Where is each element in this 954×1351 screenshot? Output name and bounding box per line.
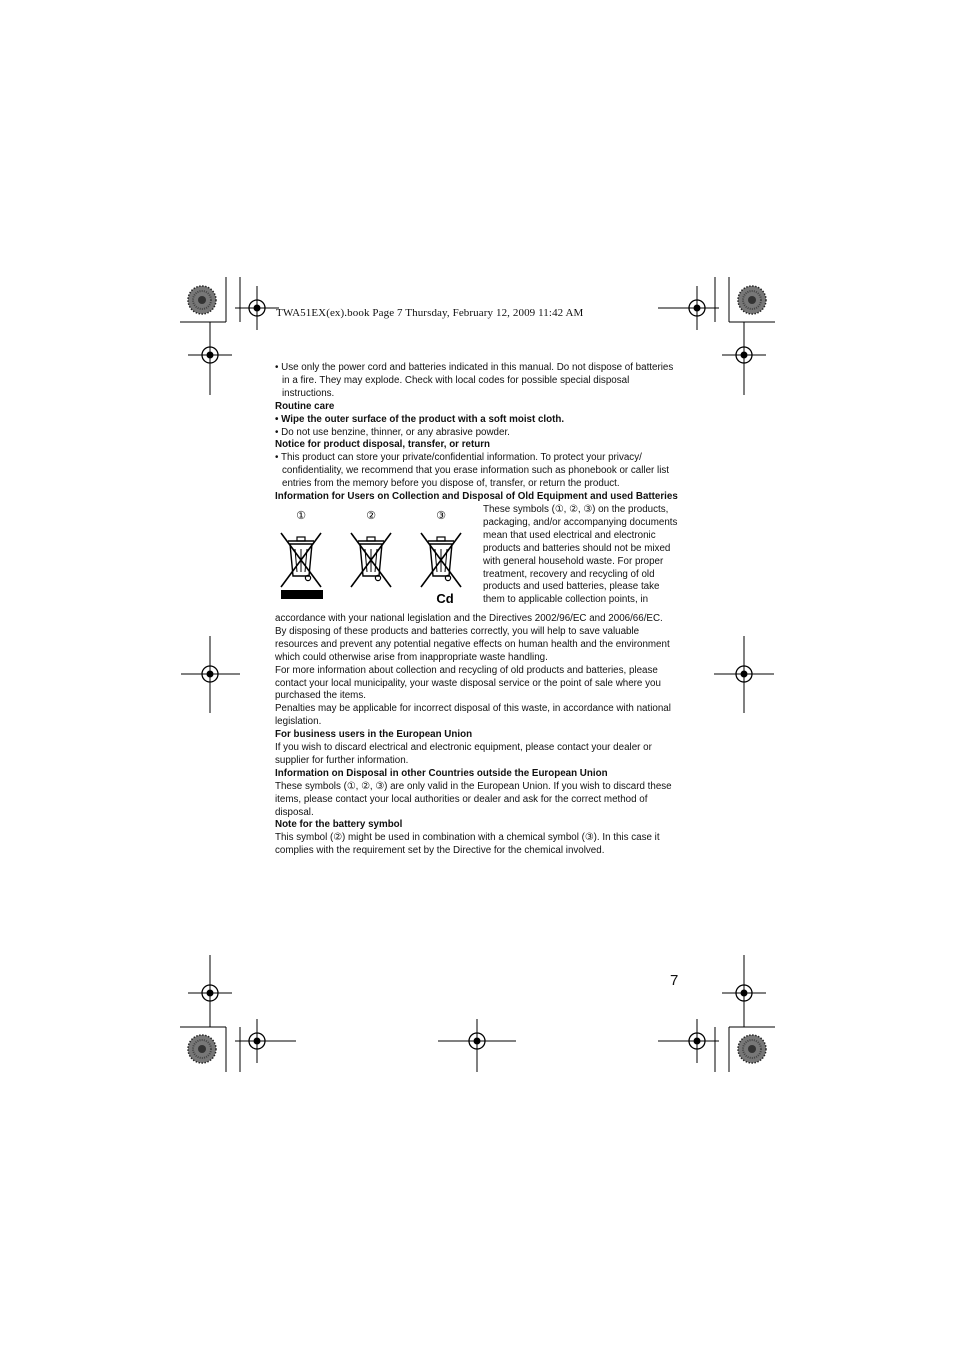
page-number: 7 bbox=[670, 972, 679, 989]
para-more-information: For more information about collection and recycling of old products and batteries, please contact your local municipality, your waste disposal service or the point of sale where you purchased the items. bbox=[275, 664, 661, 702]
para-penalties: Penalties may be applicable for incorrect disposal of this waste, in accordance with national legislation. bbox=[275, 703, 671, 728]
power-cord-warning: • Use only the power cord and batteries indicated in this manual. Do not dispose of batteries in a fire. They may explode. Check with local codes for possible special disposal instructions. bbox=[275, 362, 674, 399]
symbol-label-3: ③ bbox=[436, 508, 446, 522]
notice-heading: Notice for product disposal, transfer, or return bbox=[275, 439, 491, 451]
crop-mark-bottom-left bbox=[180, 955, 296, 1072]
symbols-description: These symbols (①, ②, ③) on the products, packaging, and/or accompanying documents mean that used electrical and electronic products and batteries should not be mixed with general household waste. For proper treatment, recovery and recycling of old products and used batteries, please take them to applicable collection points, in bbox=[483, 503, 678, 606]
print-header: TWA51EX(ex).book Page 7 Thursday, February 12, 2009 11:42 AM bbox=[276, 307, 584, 319]
battery-symbol-heading: Note for the battery symbol bbox=[275, 819, 403, 831]
disposal-symbols-block bbox=[275, 504, 679, 613]
info-disposal-heading: Information for Users on Collection and Disposal of Old Equipment and used Batteries bbox=[275, 491, 678, 503]
routine-care-bullet-wipe: • Wipe the outer surface of the product with a soft moist cloth. bbox=[275, 413, 565, 425]
chemical-symbol-cd: Cd bbox=[436, 590, 454, 606]
outside-eu-text: These symbols (①, ②, ③) are only valid in the European Union. If you wish to discard these items, please contact your local authorities or dealer and ask for the correct method of disposal. bbox=[275, 780, 672, 818]
business-users-heading: For business users in the European Union bbox=[275, 729, 473, 741]
main-content bbox=[275, 362, 679, 858]
symbols-description-continued: accordance with your national legislation and the Directives 2002/96/EC and 2006/66/EC. bbox=[275, 612, 663, 624]
crossed-bin-icon-battery bbox=[351, 533, 391, 587]
para-disposing-correctly: By disposing of these products and batteries correctly, you will help to save valuable resources and prevent any potential negative effects on human health and the environment which could otherwise arise from inappropriate waste handling. bbox=[275, 625, 670, 663]
notice-privacy-bullet: • This product can store your private/confidential information. To protect your privacy/ confidentiality, we recommend that you erase information such as phonebook or caller list entries from the memory before you dispose of, transfer, or return the product. bbox=[275, 452, 669, 490]
disposal-symbols-figure bbox=[275, 506, 475, 610]
symbol-label-2: ② bbox=[366, 508, 376, 522]
crossed-bin-icon-weee bbox=[281, 533, 321, 587]
crossed-bin-icon-chemical bbox=[421, 533, 461, 587]
crop-mark-top-left bbox=[180, 277, 279, 395]
outside-eu-heading: Information on Disposal in other Countries outside the European Union bbox=[275, 767, 608, 779]
business-users-text: If you wish to discard electrical and electronic equipment, please contact your dealer or supplier for further information. bbox=[275, 742, 652, 766]
routine-care-heading: Routine care bbox=[275, 400, 335, 412]
battery-symbol-text: This symbol (②) might be used in combination with a chemical symbol (③). In this case it complies with the requirement set by the Directive for the chemical involved. bbox=[275, 832, 660, 857]
black-bar-icon bbox=[281, 590, 323, 599]
symbol-label-1: ① bbox=[296, 508, 306, 522]
routine-care-bullet-benzine: • Do not use benzine, thinner, or any abrasive powder. bbox=[275, 426, 510, 438]
